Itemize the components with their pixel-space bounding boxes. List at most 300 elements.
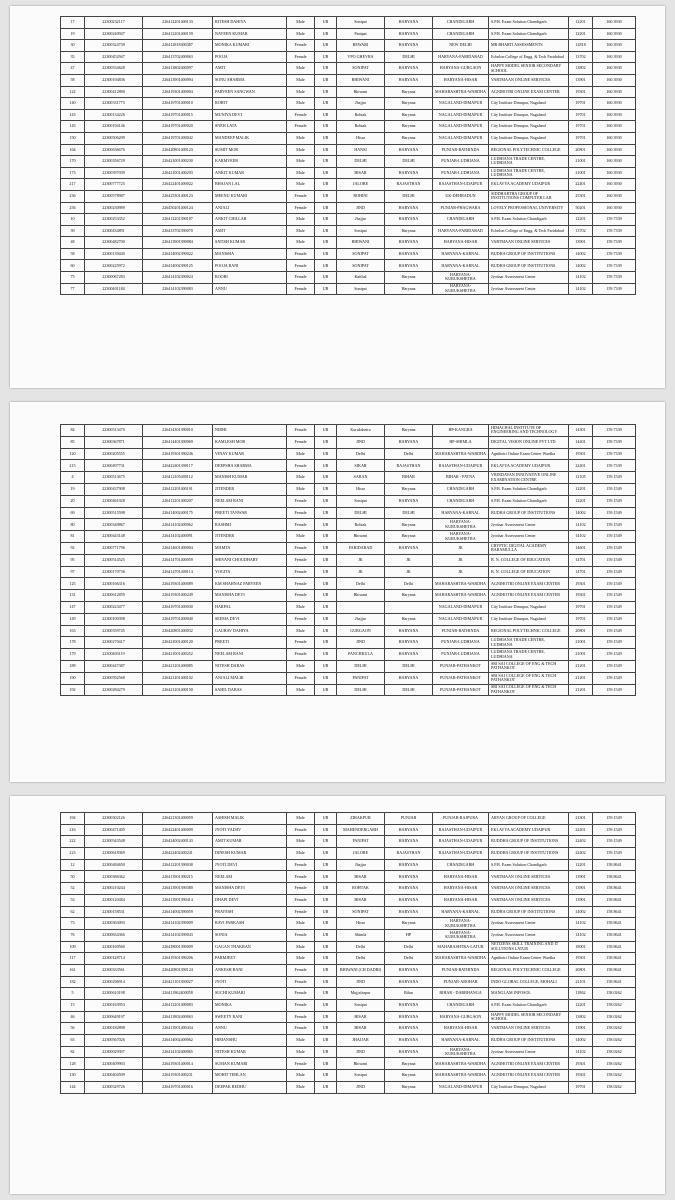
exam-centre-cell: S.P.R. Exam Solution Chandigarh [489,17,569,29]
exam-centre-cell: City Institute Dimapur, Nagaland [489,613,569,625]
roll-number-cell: 22300484650 [85,859,143,871]
sno-cell: 63 [61,1035,85,1047]
roll-number-cell: 22300771796 [85,542,143,554]
sno-cell: 92 [61,542,85,554]
exam-city-cell: NAGALAND-DIMAPUR [433,601,489,613]
sno-cell: 58 [61,248,85,260]
gender-cell: Female [287,272,315,284]
category-cell: UR [315,929,337,941]
sno-cell: 223 [61,848,85,860]
category-cell: UR [315,179,337,191]
table-row [61,976,636,988]
exam-centre-cell: LUDHIANA TRADE CENTRE, LUDHIANA [489,637,569,649]
city-cell: JK [337,566,385,578]
sno-cell: 58 [61,74,85,86]
roll-number-cell: 22300363093 [85,918,143,930]
exam-centre-cell: VARTMAAN ONLINE SERVICES [489,237,569,249]
score-cell: 160.3930 [593,179,636,191]
registration-number-cell: 226422401390117 [143,460,213,472]
city-cell: JHAJJAR [337,1035,385,1047]
candidate-name-cell: NEELAM RANI [213,649,287,661]
state-cell: Haryana [385,590,433,602]
registration-number-cell: 226419301400004 [143,86,213,98]
registration-number-cell: 226413901400434 [143,1023,213,1035]
exam-city-cell: NEW DELHI [433,40,489,52]
candidate-name-cell: MOHIT TEHLAN [213,1070,287,1082]
exam-city-cell: PUNJAB-LUDHIANA [433,167,489,179]
exam-centre-cell: City Institute Dimapur, Nagaland [489,1081,569,1093]
score-cell: 160.3930 [593,109,636,121]
centre-code-cell: 13901 [569,237,593,249]
state-cell: Haryana [385,132,433,144]
exam-city-cell: NAGALAND-DIMAPUR [433,132,489,144]
gender-cell: Female [287,190,315,202]
exam-centre-cell: INDO GLOBAL COLLEGE, MOHALI [489,976,569,988]
sno-cell: 130 [61,1070,85,1082]
sno-cell: 39 [61,225,85,237]
city-cell: Sonipat [337,283,385,295]
city-cell: DELHI [337,156,385,168]
exam-centre-cell: MR BHARTI ASSESSMENTS [489,40,569,52]
score-cell: 160.3930 [593,144,636,156]
registration-number-cell: 226412201390038 [143,859,213,871]
sno-cell: 149 [61,613,85,625]
exam-centre-cell: SIDDHARTHA GROUP OF INSTITUTIONS COMPUTER LAB [489,190,569,202]
score-cell: 159.7339 [593,260,636,272]
exam-city-cell: HARYANA-HISAR [433,74,489,86]
centre-code-cell: 13901 [569,894,593,906]
exam-centre-cell: AGNIBOTRI ONLINE EXAM CENTER [489,86,569,98]
category-cell: UR [315,144,337,156]
city-cell: HISAR [337,871,385,883]
score-cell: 159.1549 [593,531,636,543]
state-cell: Haryana [385,613,433,625]
sno-cell: 97 [61,566,85,578]
exam-city-cell: CHANDIGARH [433,483,489,495]
centre-code-cell: 20801 [569,625,593,637]
state-cell: Delhi [385,448,433,460]
sno-cell: 125 [61,578,85,590]
registration-number-cell: 226413901390084 [143,237,213,249]
candidate-name-cell: ANKIT CHILLAR [213,214,287,226]
state-cell: Bihar [385,988,433,1000]
state-cell: HARYANA [385,214,433,226]
category-cell: UR [315,507,337,519]
registration-number-cell: 226414002400062 [143,1035,213,1047]
gender-cell: Male [287,625,315,637]
centre-code-cell: 19301 [569,953,593,965]
exam-city-cell: HARYANA-KURUKSHETRA [433,1046,489,1058]
gender-cell: Male [287,156,315,168]
state-cell: HARYANA [385,237,433,249]
state-cell: HP [385,929,433,941]
city-cell: SARAN [337,472,385,484]
gender-cell: Male [287,28,315,40]
candidate-name-cell: PREETI [213,637,287,649]
score-cell: 159.7339 [593,460,636,472]
roll-number-cell: 22300182898 [85,1023,143,1035]
exam-city-cell: HARYANA-KARNAL [433,906,489,918]
exam-city-cell: HARYANA-KURUKSHETRA [433,272,489,284]
candidate-name-cell: SATISH KUMAR [213,237,287,249]
category-cell: UR [315,260,337,272]
state-cell: HARYANA [385,894,433,906]
candidate-name-cell: HIMANSHU [213,1035,287,1047]
registration-number-cell: 226420801400123 [143,144,213,156]
exam-centre-cell: EKLAVYA ACADEMY UDAIPUR [489,179,569,191]
exam-city-cell: HARYANA-KURUKSHETRA [433,929,489,941]
registration-number-cell: 226419301390206 [143,953,213,965]
exam-centre-cell: AGNIHOTRI ONLINE EXAM CENTER [489,1058,569,1070]
exam-city-cell: JK [433,566,489,578]
centre-code-cell: 13901 [569,74,593,86]
gender-cell: Female [287,495,315,507]
score-cell: 159.1549 [593,601,636,613]
roll-number-cell: 22300452947 [85,51,143,63]
registration-number-cell: 226419301400231 [143,1070,213,1082]
exam-centre-cell: REGIONAL POLYTECHNIC COLLEGE [489,144,569,156]
category-cell: UR [315,660,337,672]
centre-code-cell: 21201 [569,660,593,672]
sno-cell: 75 [61,272,85,284]
score-cell: 159.1549 [593,836,636,848]
candidate-name-cell: GAURAV DAHIYA [213,625,287,637]
city-cell: Jhajjar [337,613,385,625]
score-cell: 158.8641 [593,964,636,976]
candidate-name-cell: ANNU [213,283,287,295]
sno-cell: 73 [61,918,85,930]
centre-code-cell: 14701 [569,554,593,566]
city-cell: JIND [337,436,385,448]
state-cell: HARYANA [385,40,433,52]
category-cell: UR [315,202,337,214]
roll-number-cell: 22300404509 [85,1070,143,1082]
sno-cell: 222 [61,836,85,848]
category-cell: UR [315,167,337,179]
centre-code-cell: 20801 [569,144,593,156]
roll-number-cell: 22300158531 [85,906,143,918]
city-cell: FARIDABAD [337,542,385,554]
registration-number-cell: 226414102390009 [143,918,213,930]
exam-city-cell: BIHAR - DARBHANGA [433,988,489,1000]
category-cell: UR [315,566,337,578]
state-cell: BIHAR [385,472,433,484]
state-cell: HARYANA [385,836,433,848]
exam-centre-cell: S.P.R. Exam Solution Chandigarh [489,28,569,40]
candidate-name-cell: SWEETY RANI [213,1011,287,1023]
sno-cell: 120 [61,448,85,460]
gender-cell: Female [287,202,315,214]
centre-code-cell: 19301 [569,590,593,602]
state-cell: HARYANA [385,649,433,661]
exam-city-cell: MAHARASHTRA-LATUR [433,941,489,953]
table-row [61,813,636,825]
score-cell: 159.7339 [593,272,636,284]
exam-centre-cell: VARTMAAN ONLINE SERVICES [489,74,569,86]
sno-cell: 163 [61,625,85,637]
centre-code-cell: 14102 [569,519,593,531]
sno-cell: 117 [61,953,85,965]
gender-cell: Female [287,425,315,437]
exam-city-cell: MAHARASHTRA-WARDHA [433,578,489,590]
sno-cell: 35 [61,51,85,63]
state-cell: HARYANA [385,260,433,272]
sno-cell: 216 [61,824,85,836]
table-row [61,132,636,144]
centre-code-cell: 21001 [569,649,593,661]
sno-cell: 173 [61,167,85,179]
centre-code-cell: 22402 [569,836,593,848]
category-cell: UR [315,813,337,825]
category-cell: UR [315,554,337,566]
score-cell: 160.3930 [593,28,636,40]
score-cell: 159.1549 [593,578,636,590]
centre-code-cell: 14102 [569,918,593,930]
roll-number-cell: 22300170736 [85,566,143,578]
category-cell: UR [315,63,337,75]
city-cell: JIND [337,1081,385,1093]
centre-code-cell: 19701 [569,1081,593,1093]
category-cell: UR [315,637,337,649]
registration-number-cell: 226419301400089 [143,578,213,590]
score-cell: 160.3930 [593,74,636,86]
table-row [61,260,636,272]
city-cell: HISAR [337,1011,385,1023]
gender-cell: Male [287,237,315,249]
candidate-name-cell: PARVEEN SANGWAN [213,86,287,98]
state-cell: Haryana [385,425,433,437]
exam-city-cell: CHANDIGARH [433,17,489,29]
score-cell: 159.1549 [593,554,636,566]
gender-cell: Female [287,109,315,121]
exam-city-cell: HARYANA-FARIDABAD [433,225,489,237]
registration-number-cell: 226421201400085 [143,660,213,672]
registration-number-cell: 226414002390059 [143,906,213,918]
roll-number-cell: 22300134226 [85,109,143,121]
exam-centre-cell: BUDHA GROUP OF INSTITUTIONS [489,248,569,260]
state-cell: DELHI [385,51,433,63]
city-cell: DELHI [337,684,385,696]
category-cell: UR [315,1023,337,1035]
exam-centre-cell: Jyotisar Assessment Center [489,1046,569,1058]
centre-code-cell: 14102 [569,1046,593,1058]
exam-city-cell: MAHARASHTRA-WARDHA [433,590,489,602]
candidate-name-cell: AMIT KUMAR [213,836,287,848]
gender-cell: Male [287,941,315,953]
gender-cell: Female [287,613,315,625]
state-cell: HARYANA [385,436,433,448]
score-cell: 159.7339 [593,436,636,448]
score-cell: 159.1549 [593,519,636,531]
roll-number-cell: 22300618369 [85,848,143,860]
category-cell: UR [315,237,337,249]
table-row [61,1035,636,1047]
city-cell: SONIPAT [337,906,385,918]
roll-number-cell: 22300166316 [85,578,143,590]
category-cell: UR [315,859,337,871]
state-cell: HARYANA [385,167,433,179]
category-cell: UR [315,425,337,437]
table-row [61,964,636,976]
table-row [61,156,636,168]
gender-cell: Female [287,883,315,895]
city-cell: DELHI [337,660,385,672]
exam-centre-cell: Jyotisar Assessment Center [489,531,569,543]
centre-code-cell: 14002 [569,248,593,260]
table-row [61,202,636,214]
roll-number-cell: 22300230989 [85,202,143,214]
score-cell: 160.3930 [593,132,636,144]
sno-cell: 19 [61,28,85,40]
exam-city-cell: RAJASTHAN-UDAIPUR [433,460,489,472]
category-cell: UR [315,519,337,531]
roll-number-cell: 22300543548 [85,836,143,848]
exam-centre-cell: Echelon College of Engg. & Tech Faridabad [489,51,569,63]
centre-code-cell: 13702 [569,225,593,237]
gender-cell: Female [287,260,315,272]
score-cell: 159.7339 [593,214,636,226]
city-cell: Bhiwani [337,1058,385,1070]
table-row [61,1058,636,1070]
state-cell: DELHI [385,507,433,519]
roll-number-cell: 22300409903 [85,1058,143,1070]
roll-number-cell: 22300497731 [85,460,143,472]
candidate-name-cell: YOGITA [213,566,287,578]
score-cell: 159.1549 [593,625,636,637]
sno-cell: 140 [61,98,85,110]
roll-number-cell: 22300067283 [85,272,143,284]
score-cell: 159.1549 [593,613,636,625]
exam-city-cell: CHANDIGARH [433,495,489,507]
centre-code-cell: 21301 [569,813,593,825]
sno-cell: 12 [61,859,85,871]
registration-number-cell: 226419701400016 [143,1081,213,1093]
centre-code-cell: 19701 [569,98,593,110]
state-cell: Haryana [385,86,433,98]
document-page-2 [10,402,665,782]
sno-cell: 69 [61,507,85,519]
exam-city-cell: HP-SHIMLA [433,436,489,448]
sno-cell: 190 [61,672,85,684]
roll-number-cell: 22300443148 [85,531,143,543]
centre-code-cell: 21001 [569,167,593,179]
score-cell: 158.0262 [593,1058,636,1070]
table-row [61,425,636,437]
city-cell: SONIPAT [337,248,385,260]
exam-centre-cell: HAPPY MODEL SENIOR SECONDARY SCHOOL [489,1011,569,1023]
city-cell: Rohtak [337,519,385,531]
candidate-name-cell: ANKIT KUMAR [213,167,287,179]
sno-cell: 15 [61,1000,85,1012]
registration-number-cell: 226414002390022 [143,248,213,260]
sno-cell: 19 [61,483,85,495]
gender-cell: Female [287,1000,315,1012]
candidate-name-cell: MEENU KUMARI [213,190,287,202]
gender-cell: Male [287,1081,315,1093]
registration-number-cell: 226421001400293 [143,167,213,179]
registration-number-cell: 226414102390024 [143,272,213,284]
centre-code-cell: 21101 [569,976,593,988]
roll-number-cell: 22300461928 [85,495,143,507]
roll-number-cell: 22300397039 [85,167,143,179]
gender-cell: Female [287,248,315,260]
candidate-name-cell: VINAY KUMAR [213,448,287,460]
gender-cell: Female [287,51,315,63]
category-cell: UR [315,672,337,684]
state-cell: HARYANA [385,883,433,895]
state-cell: Haryana [385,1081,433,1093]
gender-cell: Female [287,554,315,566]
state-cell: HARYANA [385,976,433,988]
gender-cell: Female [287,121,315,133]
candidate-name-cell: GAGAN THAKRAN [213,941,287,953]
centre-code-cell: 25301 [569,190,593,202]
sno-cell: 194 [61,813,85,825]
score-cell: 158.8641 [593,906,636,918]
centre-code-cell: 50201 [569,202,593,214]
sno-cell: 217 [61,179,85,191]
exam-city-cell: HARYANA-KARNAL [433,1035,489,1047]
exam-centre-cell: LUDHIANA TRADE CENTRE, LUDHIANA [489,649,569,661]
candidate-name-cell: JYOTI DEVI [213,859,287,871]
registration-number-cell: 226412201400191 [143,483,213,495]
centre-code-cell: 12201 [569,495,593,507]
category-cell: UR [315,214,337,226]
centre-code-cell: 20801 [569,964,593,976]
exam-city-cell: NAGALAND-DIMAPUR [433,109,489,121]
score-cell: 158.0262 [593,1046,636,1058]
table-row [61,824,636,836]
gender-cell: Female [287,637,315,649]
city-cell: Delhi [337,941,385,953]
exam-city-cell: PUNJAB-RAJPURA [433,813,489,825]
category-cell: UR [315,1000,337,1012]
centre-code-cell: 12201 [569,17,593,29]
exam-centre-cell: Echelon College of Engg. & Tech Faridabad [489,225,569,237]
candidate-name-cell: MAMTA [213,542,287,554]
table-row [61,448,636,460]
registration-number-cell: 226421001400120 [143,637,213,649]
exam-city-cell: PUNJAB-LUDHIANA [433,637,489,649]
sno-cell: 17 [61,17,85,29]
candidate-name-cell: PREETI TANWAR [213,507,287,519]
roll-number-cell: 22300163953 [85,1000,143,1012]
exam-city-cell: MAHARASHTRA-WARDHA [433,86,489,98]
centre-code-cell: 14002 [569,260,593,272]
gender-cell: Female [287,672,315,684]
roll-number-cell: 22300437908 [85,483,143,495]
table-row [61,531,636,543]
candidate-name-cell: HARPAL [213,601,287,613]
candidate-name-cell: RAVI PARKASH [213,918,287,930]
city-cell: Sonipat [337,1070,385,1082]
exam-city-cell: HARYANA-KURUKSHETRA [433,918,489,930]
category-cell: UR [315,964,337,976]
exam-city-cell: PUNJAB-ABOHAR [433,976,489,988]
exam-centre-cell: LUDHIANA TRADE CENTRE, LUDHIANA [489,156,569,168]
roll-number-cell: 22300434891 [85,225,143,237]
score-cell: 159.1549 [593,684,636,696]
city-cell: Sonipat [337,17,385,29]
state-cell: HARYANA [385,202,433,214]
score-cell: 158.8641 [593,894,636,906]
table-row [61,625,636,637]
sno-cell: 85 [61,436,85,448]
score-cell: 158.8641 [593,859,636,871]
table-row [61,483,636,495]
table-row [61,953,636,965]
exam-city-cell: BIHAR - PATNA [433,472,489,484]
